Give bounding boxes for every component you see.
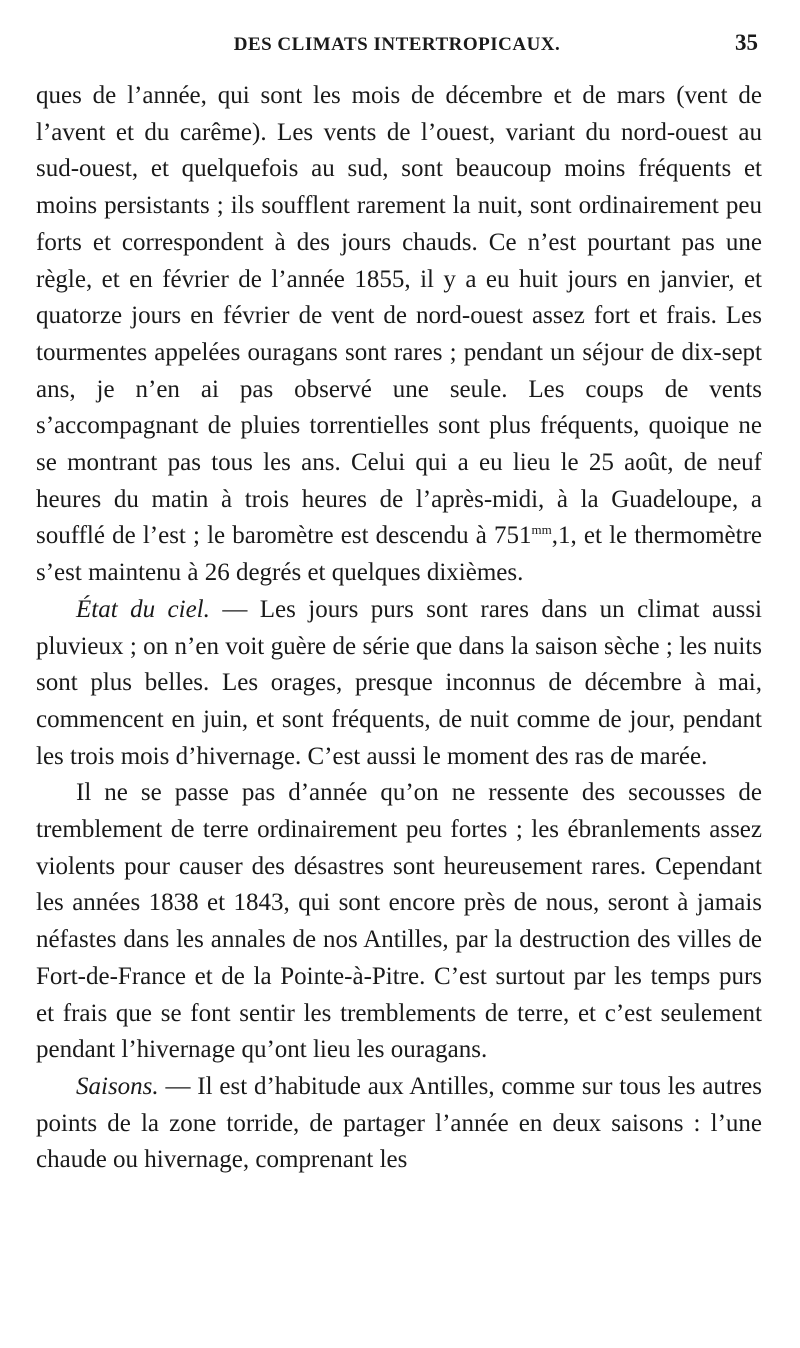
paragraph-etat-du-ciel [36, 592, 762, 776]
paragraph-winds-tail: ,1, et le thermomètre s’est maintenu à 26 degrés et quelques dixièmes. [36, 522, 762, 587]
paragraph-tremblements-text: Il ne se passe pas d’année qu’on ne ressente des secousses de tremblement de terre ordinairement peu fortes ; les ébranlements assez violents pour causer des désastres sont heureusement rares. Cependant les années 1838 et 1843, qui sont encore près de nous, seront à jamais néfastes dans les annales de nos Antilles, par la destruction des villes de Fort-de-France et de la Pointe-à-Pitre. C’est surtout par les temps purs et frais que se font sentir les tremblements de terre, et c’est seulement pendant l’hivernage qu’ont lieu les ouragans. [36, 779, 762, 1064]
section-runin-saisons: Saisons. [76, 1072, 159, 1100]
body-text [36, 78, 762, 1179]
paragraph-saisons-text: — Il est d’habitude aux Antilles, comme sur tous les autres points de la zone torride, de partager l’année en deux saisons : l’une chaude ou hivernage, comprenant les [36, 1072, 762, 1174]
running-title: DES CLIMATS INTERTROPICAUX. [233, 34, 561, 55]
paragraph-winds [36, 78, 762, 592]
section-runin-etat-du-ciel: État du ciel. [76, 595, 210, 623]
paragraph-winds-text: ques de l’année, qui sont les mois de décembre et de mars (vent de l’avent et du carême). Les vents de l’ouest, variant du nord-ouest au sud-ouest, et quelquefois au sud, sont beaucoup moins fréquents et moins persistants ; ils soufflent rarement la nuit, sont ordinairement peu forts et correspondent à des jours chauds. Ce n’est pourtant pas une règle, et en février de l’année 1855, il y a eu huit jours en janvier, et quatorze jours en février de vent de nord-ouest assez fort et frais. Les tourmentes appelées ouragans sont rares ; pendant un séjour de dix-sept ans, je n’en ai pas observé une seule. Les coups de vents s’accompagnant de pluies torrentielles sont plus fréquents, quoique ne se montrant pas tous les ans. Celui qui a eu lieu le 25 août, de neuf heures du matin à trois heures de l’après-midi, à la Guadeloupe, a soufflé de l’est ; le baromètre est descendu à 751 [36, 82, 762, 550]
unit-superscript: mm [531, 522, 552, 538]
paragraph-etat-du-ciel-text: — Les jours purs sont rares dans un climat aussi pluvieux ; on n’en voit guère de série que dans la saison sèche ; les nuits sont plus belles. Les orages, presque inconnus de décembre à mai, commencent en juin, et sont fréquents, de nuit comme de jour, pendant les trois mois d’hivernage. C’est aussi le moment des ras de marée. [36, 595, 763, 770]
paragraph-tremblements [36, 775, 762, 1069]
paragraph-saisons [36, 1069, 762, 1179]
page-header [36, 30, 758, 66]
page-number: 35 [735, 30, 758, 55]
